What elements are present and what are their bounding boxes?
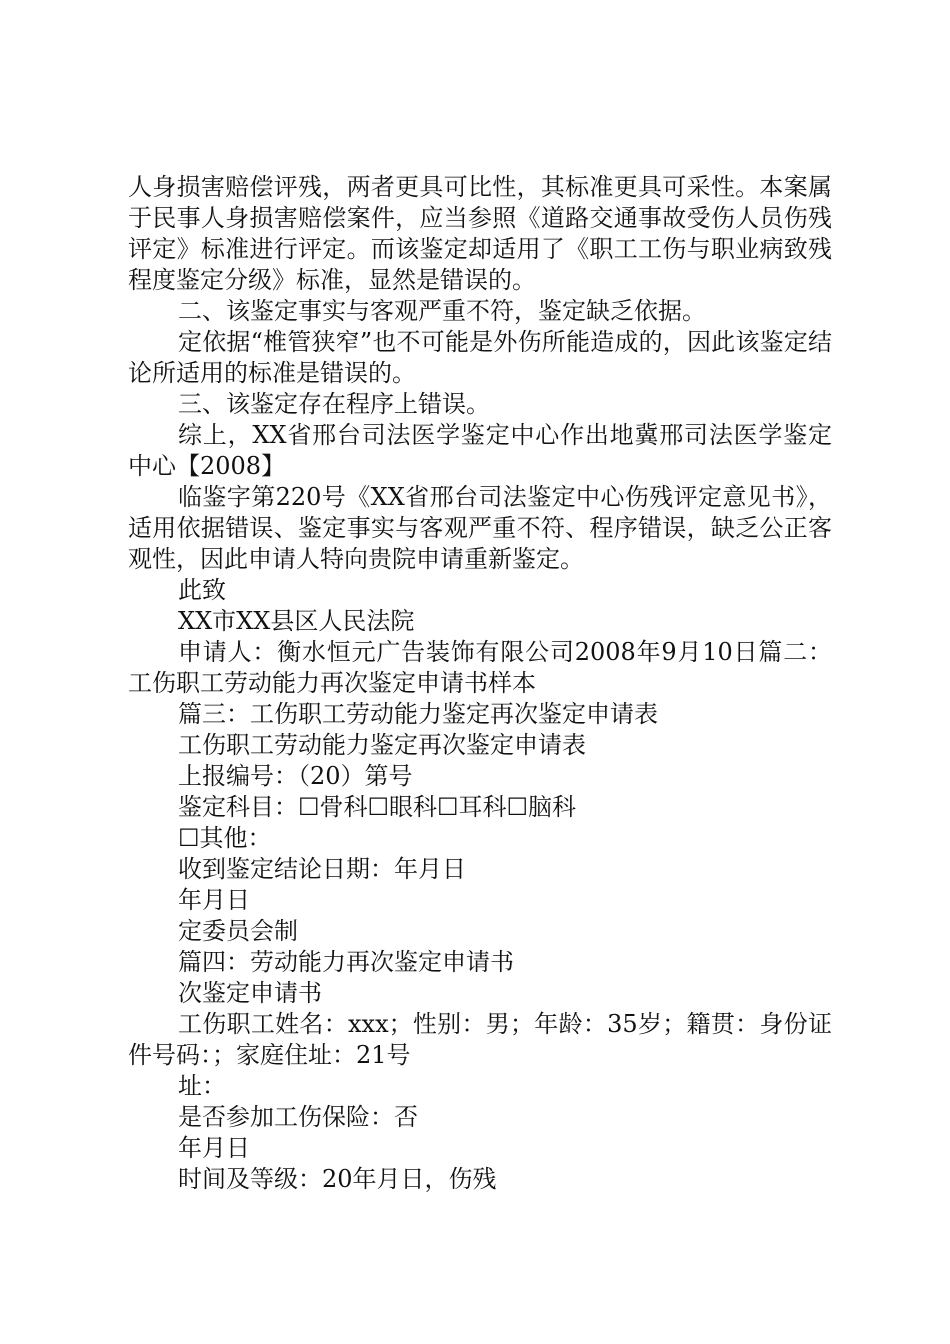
paragraph-worker-info: 工伤职工姓名：xxx；性别：男；年龄：35岁；籍贯：身份证件号码：；家庭住址：21号 xyxy=(128,1010,832,1069)
paragraph-disability-grade: 时间及等级：20年月日，伤残 xyxy=(178,1165,497,1193)
paragraph-point-two: 二、该鉴定事实与客观严重不符，鉴定缺乏依据。 xyxy=(178,297,706,325)
paragraph-applicant: 申请人：衡水恒元广告装饰有限公司2008年9月10日篇二：工伤职工劳动能力再次鉴定申请书样本 xyxy=(128,638,832,697)
paragraph-application-title: 次鉴定申请书 xyxy=(178,979,322,1007)
document-page xyxy=(128,172,832,1195)
paragraph-part-four-title: 篇四：劳动能力再次鉴定申请书 xyxy=(178,948,514,976)
paragraph-point-three: 三、该鉴定存在程序上错误。 xyxy=(178,390,490,418)
paragraph-report-number: 上报编号：（20）第号 xyxy=(178,762,413,790)
paragraph-insurance: 是否参加工伤保险：否 xyxy=(178,1103,418,1131)
paragraph-part-three-title: 篇三：工伤职工劳动能力鉴定再次鉴定申请表 xyxy=(178,700,658,728)
paragraph-appraisal-subjects: 鉴定科目：☐骨科☐眼科☐耳科☐脑科 xyxy=(178,793,577,821)
paragraph-committee: 定委员会制 xyxy=(178,917,298,945)
paragraph-standard-comparison: 人身损害赔偿评残，两者更具可比性，其标准更具可采性。本案属于民事人身损害赔偿案件，应当参照《道路交通事故受伤人员伤残评定》标准进行评定。而该鉴定却适用了《职工工伤与职业病致残程度鉴定分级》标准，显然是错误的。 xyxy=(128,173,832,294)
paragraph-other-subject: ☐其他： xyxy=(178,824,272,852)
paragraph-form-title: 工伤职工劳动能力鉴定再次鉴定申请表 xyxy=(178,731,586,759)
paragraph-date-blank: 年月日 xyxy=(178,886,250,914)
paragraph-request-reappraisal: 临鉴字第220号《XX省邢台司法鉴定中心伤残评定意见书》，适用依据错误、鉴定事实与客观严重不符、程序错误，缺乏公正客观性，因此申请人特向贵院申请重新鉴定。 xyxy=(128,483,832,573)
paragraph-spinal-stenosis: 定依据“椎管狭窄”也不可能是外伤所能造成的，因此该鉴定结论所适用的标准是错误的。 xyxy=(128,328,832,387)
paragraph-court-name: XX市XX县区人民法院 xyxy=(178,607,415,635)
paragraph-date-blank-2: 年月日 xyxy=(178,1134,250,1162)
paragraph-summary: 综上，XX省邢台司法医学鉴定中心作出地冀邢司法医学鉴定中心【2008】 xyxy=(128,421,832,480)
paragraph-address: 址： xyxy=(178,1072,226,1100)
paragraph-salutation: 此致 xyxy=(178,576,226,604)
paragraph-conclusion-date: 收到鉴定结论日期：年月日 xyxy=(178,855,466,883)
